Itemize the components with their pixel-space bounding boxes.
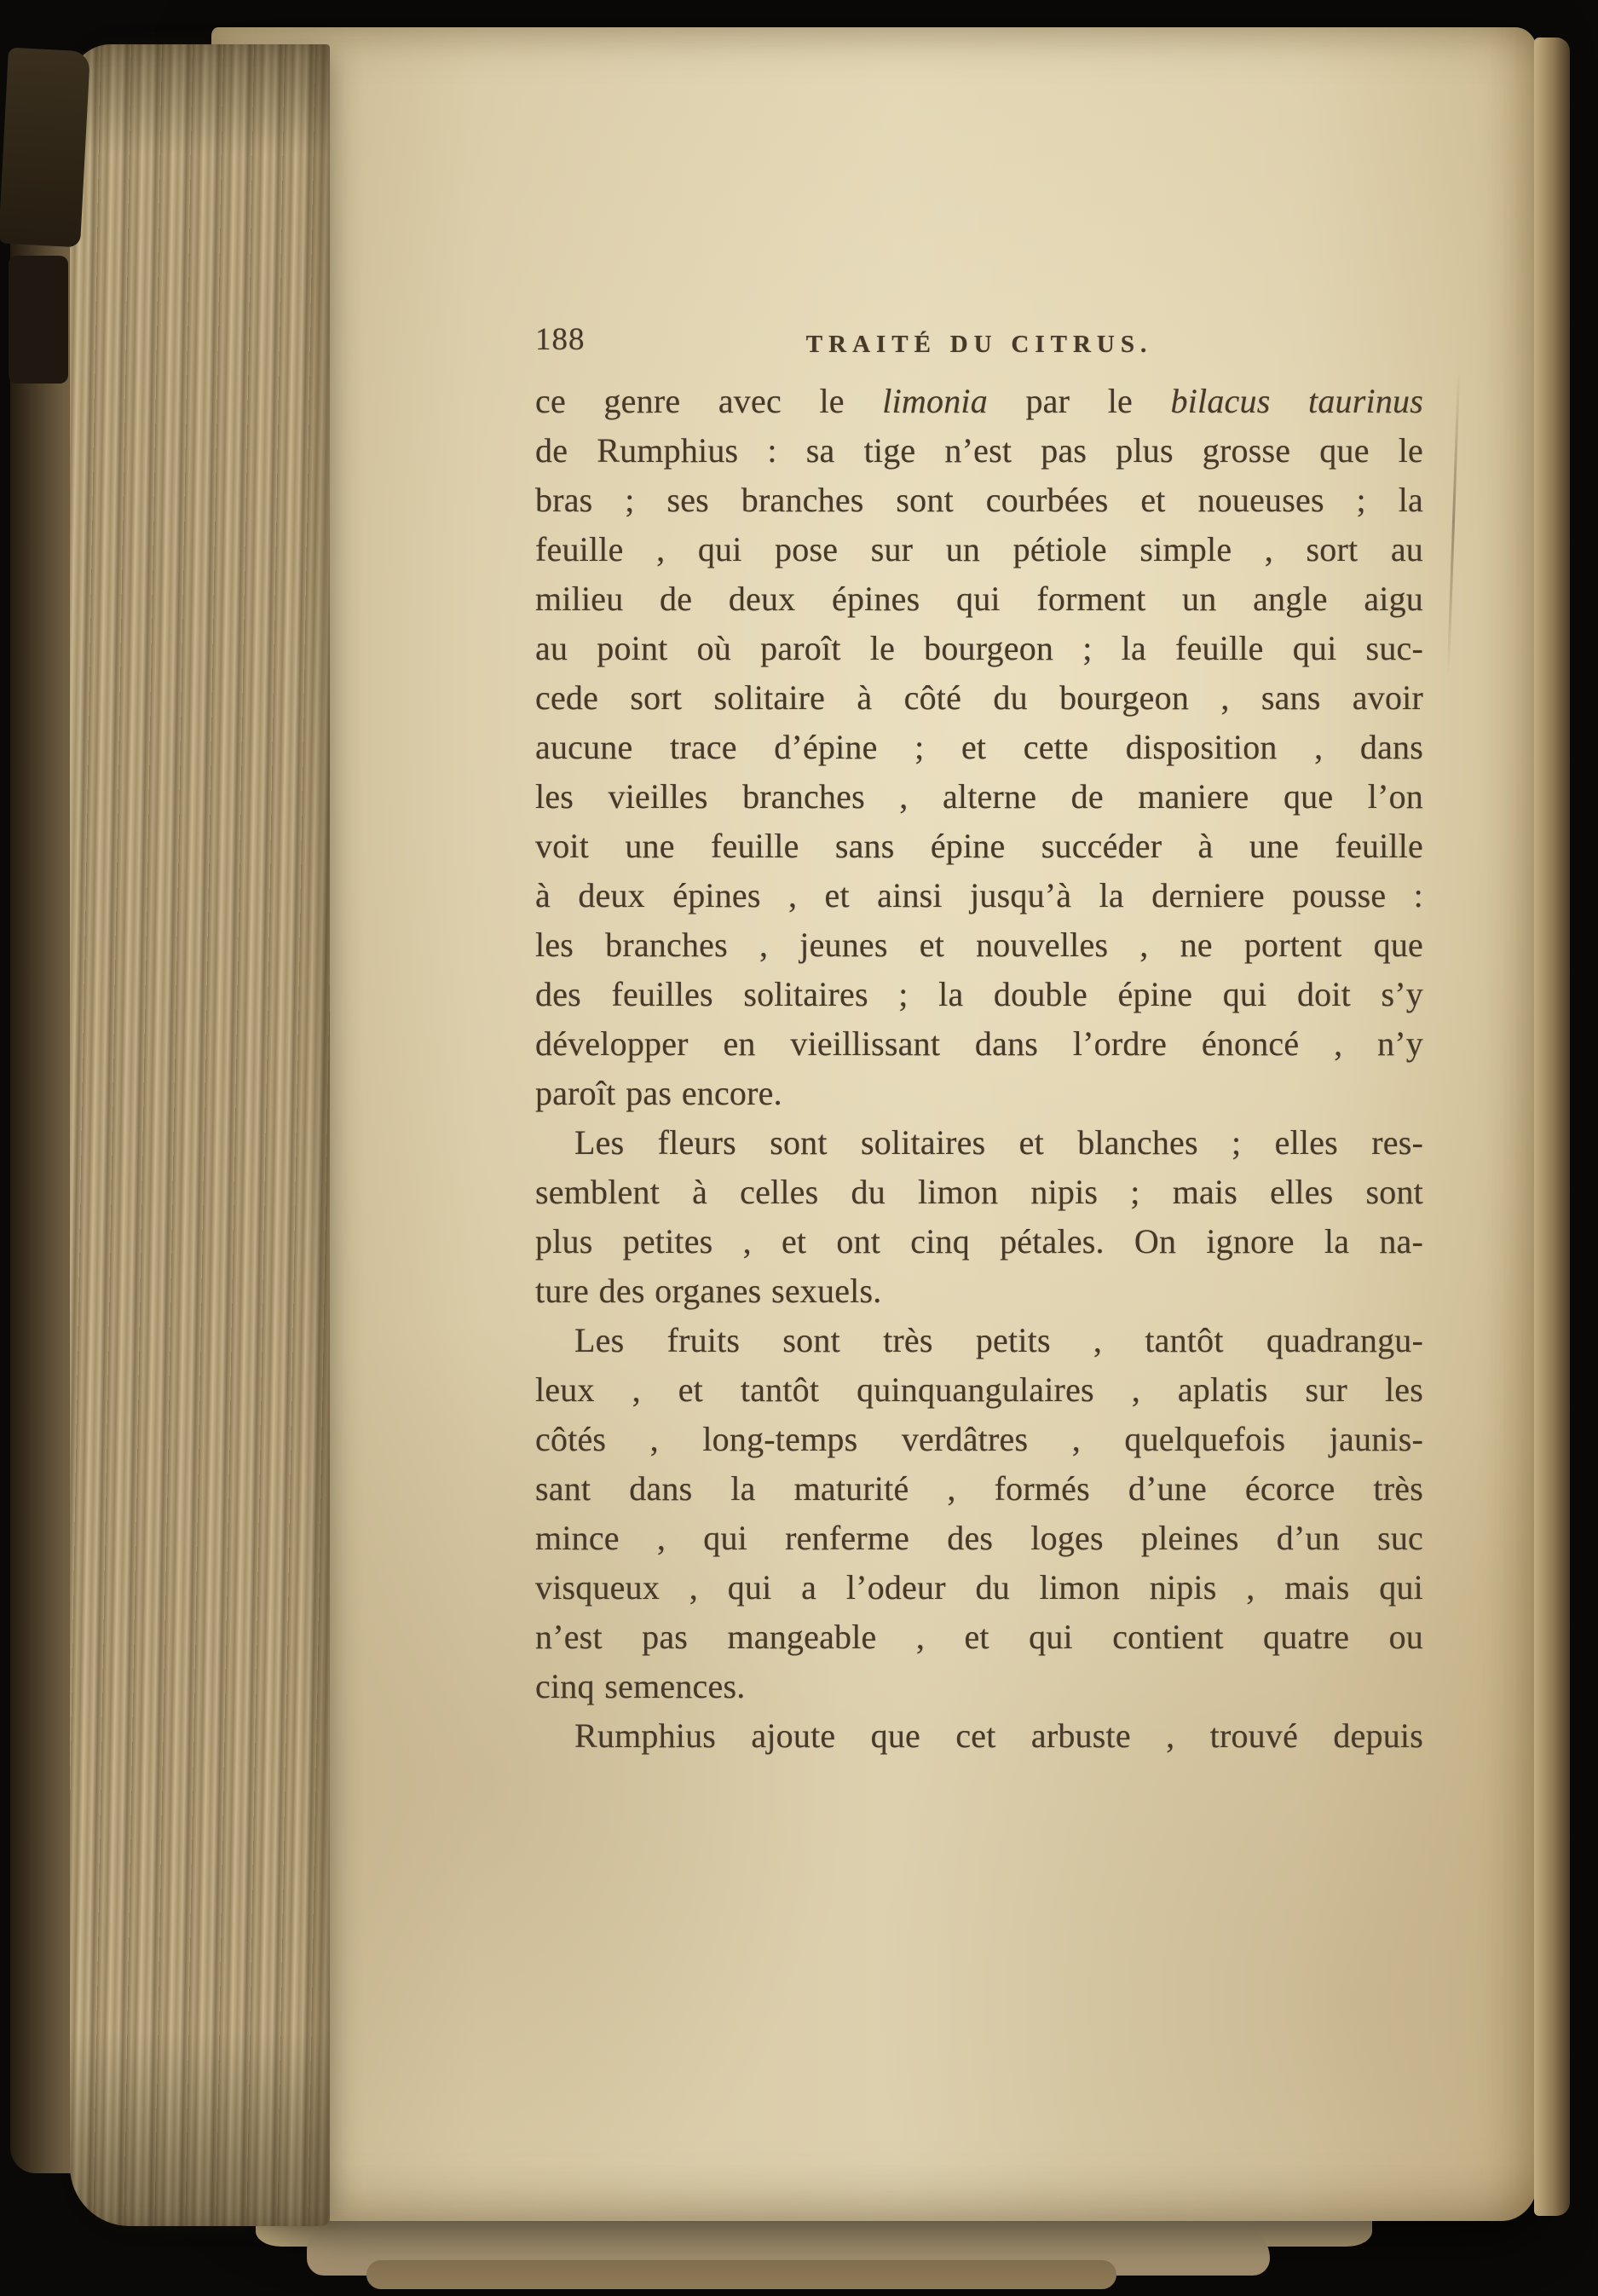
text-block xyxy=(535,314,1423,1761)
text-line: visqueux , qui a l’odeur du limon nipis , mais qui xyxy=(535,1568,1423,1607)
page-number: 188 xyxy=(535,322,586,357)
text-line: semblent à celles du limon nipis ; mais elles sont xyxy=(535,1173,1423,1211)
text-line: ture des organes sexuels. xyxy=(535,1272,882,1310)
bottom-page-edge xyxy=(366,2260,1116,2289)
text-line: leux , et tantôt quinquangulaires , aplatis sur les xyxy=(535,1370,1423,1409)
text-line: cinq semences. xyxy=(535,1667,746,1705)
text-line: plus petites , et ont cinq pétales. On ignore la na- xyxy=(535,1222,1423,1260)
text-line: développer en vieillissant dans l’ordre énoncé , n’y xyxy=(535,1024,1423,1063)
text-line: les vieilles branches , alterne de maniere que l’on xyxy=(535,777,1423,816)
spine-fragment xyxy=(9,256,68,384)
text-line: cede sort solitaire à côté du bourgeon , sans avoir xyxy=(535,678,1423,717)
text-line: Les fruits sont très petits , tantôt quadrangu- xyxy=(574,1321,1423,1359)
text-line: Rumphius ajoute que cet arbuste , trouvé depuis xyxy=(574,1716,1423,1755)
text-line: des feuilles solitaires ; la double épine qui doit s’y xyxy=(535,975,1423,1013)
spine-fragment xyxy=(0,48,90,248)
page-header xyxy=(535,314,1423,358)
page-crease xyxy=(1447,368,1461,675)
text-line: mince , qui renferme des loges pleines d’un suc xyxy=(535,1519,1423,1557)
text-line: de Rumphius : sa tige n’est pas plus grosse que le xyxy=(535,431,1423,470)
text-line: aucune trace d’épine ; et cette disposition , dans xyxy=(535,728,1423,766)
text-line: Les fleurs sont solitaires et blanches ; elles res- xyxy=(574,1123,1423,1162)
paragraph xyxy=(535,1711,1423,1761)
text-body xyxy=(535,377,1423,1761)
text-line: voit une feuille sans épine succéder à une feuille xyxy=(535,827,1423,865)
text-line: n’est pas mangeable , et qui contient quatre ou xyxy=(535,1618,1423,1656)
text-line: ce genre avec le limonia par le bilacus taurinus xyxy=(535,382,1423,420)
paragraph xyxy=(535,377,1423,1118)
running-title: TRAITÉ DU CITRUS. xyxy=(805,331,1153,358)
text-line: feuille , qui pose sur un pétiole simple , sort au xyxy=(535,530,1423,568)
text-line: milieu de deux épines qui forment un angle aigu xyxy=(535,580,1423,618)
paragraph xyxy=(535,1316,1423,1711)
text-line: à deux épines , et ainsi jusqu’à la derniere pousse : xyxy=(535,876,1423,914)
page-edge-stack xyxy=(70,44,330,2226)
text-line: sant dans la maturité , formés d’une écorce très xyxy=(535,1469,1423,1508)
right-page-edge xyxy=(1534,37,1570,2216)
text-line: les branches , jeunes et nouvelles , ne portent que xyxy=(535,926,1423,964)
paragraph xyxy=(535,1118,1423,1316)
text-line: paroît pas encore. xyxy=(535,1074,782,1112)
book-page xyxy=(211,27,1537,2221)
text-line: au point où paroît le bourgeon ; la feuille qui suc- xyxy=(535,629,1423,667)
text-line: bras ; ses branches sont courbées et noueuses ; la xyxy=(535,481,1423,519)
text-line: côtés , long-temps verdâtres , quelquefois jaunis- xyxy=(535,1420,1423,1458)
